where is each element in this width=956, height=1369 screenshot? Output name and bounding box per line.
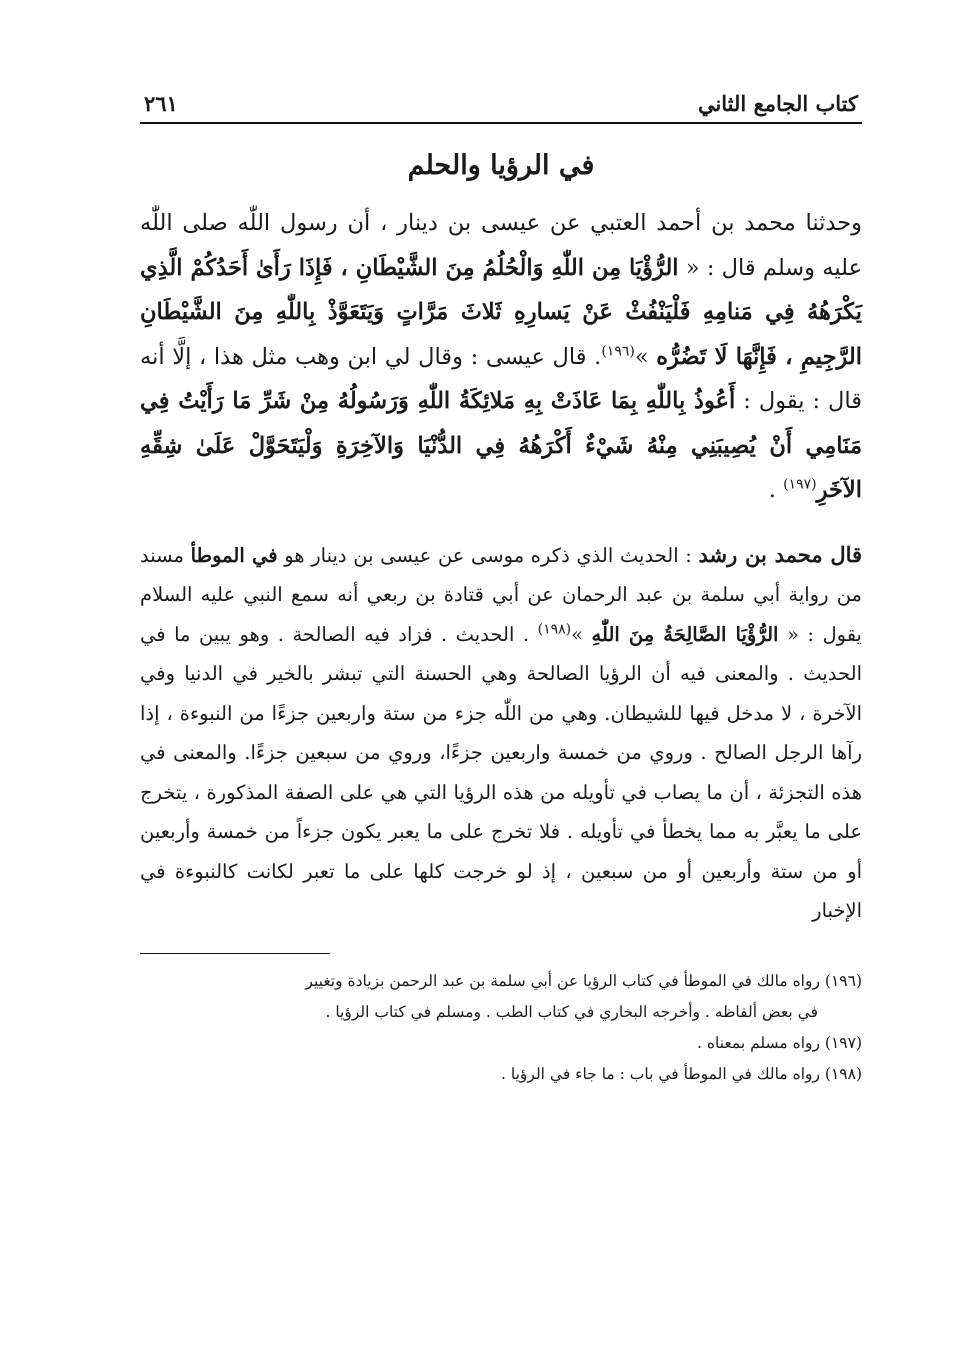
footnote-196-line-2: في بعض ألفاظه . وأخرجه البخاري في كتاب الطب . ومسلم في كتاب الرؤيا . [325, 1002, 818, 1021]
page-number: ٢٦١ [144, 91, 178, 116]
para1-text-3: . قال عيسى : وقال لي ابن وهب مثل هذا ، إلَّا أنه قال : يقول : [140, 343, 863, 414]
para2-text-1: : الحديث الذي ذكره موسى عن عيسى بن دينار هو [277, 543, 699, 567]
para2-bold-muwatta: في الموطأ [190, 543, 278, 567]
para1-text-4: . [768, 477, 784, 503]
footnote-198-line-1: (١٩٨) رواه مالك في الموطأ في باب : ما جاء في الرؤيا . [501, 1064, 862, 1083]
para1-text-2: » [634, 343, 657, 370]
running-title: كتاب الجامع الثاني [697, 91, 858, 116]
para1-text-1: وحدثنا محمد بن أحمد العتبي عن عيسى بن دينار ، أن رسول اللّٰه صلى اللّٰه عليه وسلم قال : « [140, 210, 862, 281]
page [140, 72, 862, 1090]
page-header [140, 72, 862, 124]
para2-text-3: » [571, 622, 592, 646]
hadith-1: الرُّؤْيَا مِن اللّٰهِ وَالْحُلُمُ مِنَ الشَّيْطَانِ ، فَإِذَا رَأَىٰ أَحَدُكُمْ الَّذِي يَكْرَهُهُ فِي مَنامِهِ فَلْيَنْفُثْ عَنْ يَسارِهِ ثَلاثَ مَرَّاتٍ وَيَتَعَوَّذْ بِاللّٰهِ مِنَ الشَّيْطَانِ الرَّجِيمِ ، فَإِنَّهَا لَا تَضُرُّه [140, 254, 863, 370]
paragraph-1 [140, 201, 862, 513]
footnote-ref-197[interactable]: (١٩٧) [783, 476, 817, 493]
paragraph-2 [140, 535, 862, 931]
footnote-ref-198[interactable]: (١٩٨) [537, 621, 572, 637]
commentary-lead: قال محمد بن رشد [698, 541, 863, 567]
hadith-2: أَعُوذُ بِاللّٰهِ بِمَا عَاذَتْ بِهِ مَلائِكَةُ اللّٰهِ وَرَسُولُهُ مِنْ شَرِّ مَا رَأَيْتُ فِي مَنَامِي أَنْ يُصِيبَنِي مِنْهُ شَيْءٌ أَكْرَهُهُ فِي الدُّنْيَا وَالآخِرَةِ وَلْيَتَحَوَّلْ عَلَىٰ شِقِّهِ الآخَرِ [140, 388, 862, 503]
footnote-ref-196[interactable]: (١٩٦) [601, 343, 635, 359]
footnotes [140, 966, 862, 1090]
footnote-197-line-1: (١٩٧) رواه مسلم بمعناه . [697, 1033, 862, 1052]
para2-text-4: . الحديث . فزاد فيه الصالحة . وهو يبين ما في الحديث . والمعنى فيه أن الرؤيا الصالحة وهي الحسنة التي تبشر بالخير في الدنيا وفي الآخرة ، لا مدخل فيها للشيطان. وهي من اللّٰه جزء من ستة واربعين جزءًا من النبوءة ، إذا رآها الرجل الصالح . وروي من خمسة واربعين جزءًا، وروي من سبعين جزءًا. والمعنى في هذه التجزئة ، أن ما يصاب في تأويله من هذه الرؤيا التي هي على الصفة المذكورة ، يتخرج على ما يعبَّر به مما يخطأ في تأويله . فلا تخرج على ما يعبر يكون جزءاً من خمسة وأربعين أو من ستة وأربعين أو من سبعين ، إذ لو خرجت كلها على ما تعبر لكانت كالنبوءة في الإخبار [140, 622, 862, 922]
hadith-3: الرُّؤْيَا الصَّالِحَةُ مِنَ اللّٰهِ [591, 622, 779, 646]
footnote-rule [140, 953, 330, 954]
footnote-197 [140, 1028, 862, 1059]
footnote-divider [140, 953, 862, 954]
chapter-title: في الرؤيا والحلم [407, 150, 595, 181]
footnote-198 [140, 1059, 862, 1090]
para2-text-2: مسند من رواية أبي سلمة بن عبد الرحمان عن أبي قتادة بن ربعي أنه سمع النبي عليه السلام يقول : « [140, 543, 862, 646]
footnote-196 [140, 966, 862, 1028]
footnote-196-line-1: (١٩٦) رواه مالك في الموطأ في كتاب الرؤيا عن أبي سلمة بن عبد الرحمن بزيادة وتغيير [305, 971, 862, 990]
